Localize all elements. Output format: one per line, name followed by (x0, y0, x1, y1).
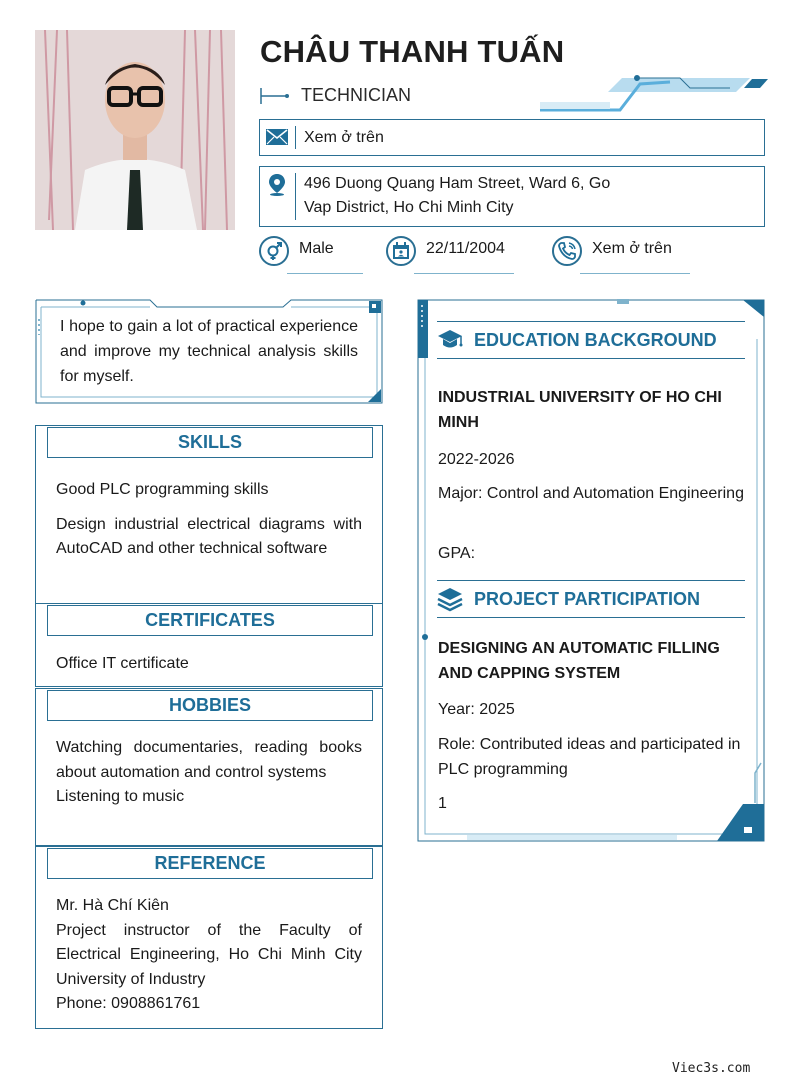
envelope-icon (266, 129, 288, 145)
hobbies-section (35, 688, 383, 846)
phone-item (552, 236, 692, 276)
project-name: DESIGNING AN AUTOMATIC FILLING AND CAPPING SYSTEM (438, 640, 720, 682)
project-year: Year: 2025 (438, 701, 515, 718)
job-title: TECHNICIAN (301, 85, 412, 105)
education-school: INDUSTRIAL UNIVERSITY OF HO CHI MINH (438, 389, 722, 431)
skills-list (56, 478, 362, 562)
education-heading: EDUCATION BACKGROUND (474, 330, 717, 350)
phone-icon (557, 241, 577, 261)
hobbies-heading: HOBBIES (47, 690, 373, 721)
reference-name: Mr. Hà Chí Kiên (56, 897, 169, 914)
certificates-list (56, 652, 362, 677)
skill-item: Design industrial electrical diagrams with AutoCAD and other technical software (56, 515, 362, 557)
reference-role: Project instructor of the Faculty of Electrical Engineering, Ho Chi Minh City University of Industry (56, 921, 362, 988)
projects-heading-bar (437, 580, 745, 618)
hobby-item: Watching documentaries, reading books about automation and control systems (56, 739, 362, 781)
objective-section (35, 299, 383, 404)
project-role: Role: Contributed ideas and participated in PLC programming (438, 736, 741, 778)
address-line-2: Vap District, Ho Chi Minh City (304, 199, 514, 216)
address-row (259, 166, 765, 227)
project-count: 1 (438, 795, 447, 812)
certificates-section (35, 603, 383, 687)
reference-section (35, 846, 383, 1029)
address-text (304, 172, 610, 220)
reference-phone: Phone: 0908861761 (56, 995, 201, 1012)
address-line-1: 496 Duong Quang Ham Street, Ward 6, Go (304, 175, 611, 192)
certificate-item: Office IT certificate (56, 655, 189, 672)
email-text: Xem ở trên (304, 129, 384, 146)
skills-heading: SKILLS (47, 427, 373, 458)
birthday-item (386, 236, 526, 276)
right-column (417, 299, 765, 842)
hobby-item: Listening to music (56, 788, 185, 805)
phone-text: Xem ở trên (592, 240, 672, 257)
title-decoration-icon (260, 86, 290, 106)
certificates-heading: CERTIFICATES (47, 605, 373, 636)
candidate-name: CHÂU THANH TUẤN (260, 34, 565, 69)
gender-item (259, 236, 369, 276)
skill-item: Good PLC programming skills (56, 481, 269, 498)
skills-section (35, 425, 383, 604)
reference-heading: REFERENCE (47, 848, 373, 879)
education-years: 2022-2026 (438, 451, 515, 468)
objective-text: I hope to gain a lot of practical experience and improve my technical analysis skills for myself. (60, 318, 358, 385)
hobbies-list (56, 736, 362, 810)
education-heading-bar (437, 321, 745, 359)
profile-photo-illustration (35, 30, 235, 230)
calendar-icon (392, 242, 410, 260)
layers-icon (437, 587, 463, 613)
circuit-decoration-icon (540, 74, 770, 114)
email-row (259, 119, 765, 156)
graduation-cap-icon (437, 328, 463, 352)
reference-details (56, 894, 362, 1017)
education-major: Major: Control and Automation Engineering (438, 485, 744, 502)
gender-icon (264, 241, 284, 261)
footer-brand[interactable]: Viec3s.com (672, 1061, 751, 1076)
birthday-text: 22/11/2004 (426, 240, 505, 257)
map-pin-icon (268, 174, 286, 196)
profile-photo (35, 30, 235, 230)
projects-heading: PROJECT PARTICIPATION (474, 589, 701, 609)
education-gpa: GPA: (438, 545, 476, 562)
gender-text: Male (299, 240, 334, 257)
